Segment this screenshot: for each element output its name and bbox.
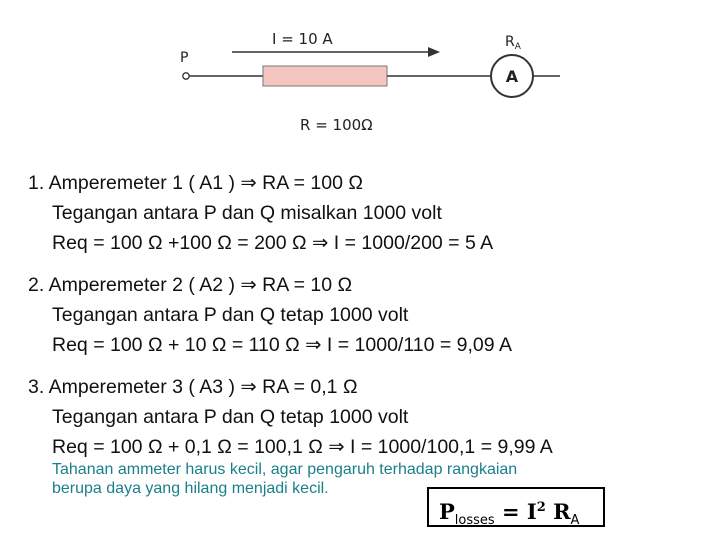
node-p-label: P — [180, 50, 189, 66]
item-2-voltage: Tegangan antara P dan Q tetap 1000 volt — [52, 304, 409, 326]
power-loss-formula — [427, 487, 605, 527]
node-p-terminal — [183, 73, 189, 79]
item-1-calculation: Req = 100 Ω +100 Ω = 200 Ω ⇒ I = 1000/200 = 5 A — [52, 232, 494, 254]
item-3-title: 3. Amperemeter 3 ( A3 ) ⇒ RA = 0,1 Ω — [28, 376, 358, 398]
list-item-3 — [28, 372, 708, 462]
item-2-calculation: Req = 100 Ω + 10 Ω = 110 Ω ⇒ I = 1000/110 = 9,09 A — [52, 334, 512, 356]
formula-eq: = I — [494, 499, 537, 524]
item-1-voltage: Tegangan antara P dan Q misalkan 1000 volt — [52, 202, 442, 224]
circuit-diagram — [0, 0, 720, 160]
ammeter-symbol: A — [505, 67, 519, 86]
list-item-1 — [28, 168, 708, 258]
item-2-title: 2. Amperemeter 2 ( A2 ) ⇒ RA = 10 Ω — [28, 274, 353, 296]
formula-p-sub: losses — [454, 513, 495, 528]
current-arrowhead — [428, 47, 440, 57]
item-3-calculation: Req = 100 Ω + 0,1 Ω = 100,1 Ω ⇒ I = 1000/100,1 = 9,99 A — [52, 436, 553, 458]
resistor-label: R = 100Ω — [300, 116, 373, 134]
current-label: I = 10 A — [272, 30, 333, 48]
note-line-2: berupa daya yang hilang menjadi kecil. — [52, 480, 329, 497]
formula-sup: 2 — [536, 500, 546, 515]
formula-r: R — [545, 499, 571, 524]
explanation-list — [28, 168, 708, 474]
resistor — [263, 66, 387, 86]
item-3-voltage: Tegangan antara P dan Q tetap 1000 volt — [52, 406, 409, 428]
item-1-title: 1. Amperemeter 1 ( A1 ) ⇒ RA = 100 Ω — [28, 172, 363, 194]
formula-p: P — [439, 499, 455, 524]
ammeter-resistance-label: $R_A$ — [505, 34, 521, 52]
formula-r-sub: A — [570, 513, 580, 528]
list-item-2 — [28, 270, 708, 360]
note-line-1: Tahanan ammeter harus kecil, agar pengaruh terhadap rangkaian — [52, 461, 518, 478]
